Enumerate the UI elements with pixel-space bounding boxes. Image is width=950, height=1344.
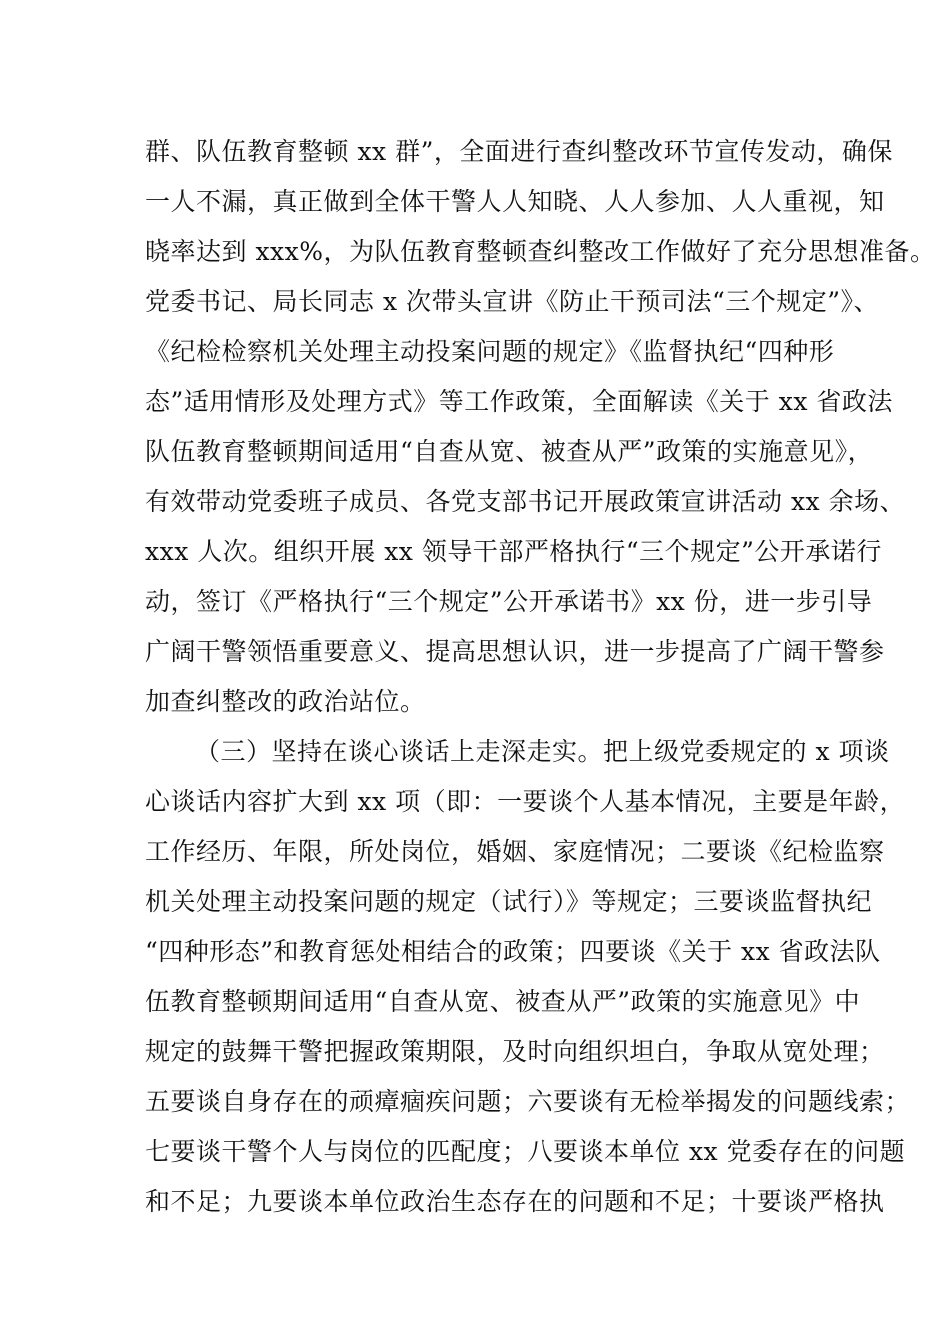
text-line: “四种形态”和教育惩处相结合的政策；四要谈《关于 xx 省政法队 (145, 937, 881, 966)
section-heading-line: （三）坚持在谈心谈话上走深走实。把上级党委规定的 x 项谈 (195, 737, 890, 766)
text-line: 一人不漏，真正做到全体干警人人知晓、人人参加、人人重视，知 (145, 187, 885, 216)
text-line: 党委书记、局长同志 x 次带头宣讲《防止干预司法“三个规定”》、 (145, 287, 880, 316)
text-line: 动，签订《严格执行“三个规定”公开承诺书》xx 份，进一步引导 (145, 587, 873, 616)
text-line: 队伍教育整顿期间适用“自查从宽、被查从严”政策的实施意见》， (145, 437, 874, 466)
text-line: xxx 人次。组织开展 xx 领导干部严格执行“三个规定”公开承诺行 (145, 537, 882, 566)
text-line: 和不足；九要谈本单位政治生态存在的问题和不足；十要谈严格执 (145, 1187, 885, 1216)
text-line: 加查纠整改的政治站位。 (145, 687, 426, 716)
text-line: 七要谈干警个人与岗位的匹配度；八要谈本单位 xx 党委存在的问题 (145, 1137, 906, 1166)
text-line: 五要谈自身存在的顽瘴痼疾问题；六要谈有无检举揭发的问题线索； (145, 1087, 911, 1116)
text-line: 群、队伍教育整顿 xx 群”，全面进行查纠整改环节宣传发动，确保 (145, 137, 893, 166)
text-line: 机关处理主动投案问题的规定（试行）》等规定；三要谈监督执纪 (145, 887, 873, 916)
text-line: 晓率达到 xxx%，为队伍教育整顿查纠整改工作做好了充分思想准备。 (145, 237, 936, 266)
text-line: 《纪检检察机关处理主动投案问题的规定》《监督执纪“四种形 (145, 337, 835, 366)
text-line: 广阔干警领悟重要意义、提高思想认识，进一步提高了广阔干警参 (145, 637, 885, 666)
text-line: 工作经历、年限，所处岗位，婚姻、家庭情况；二要谈《纪检监察 (145, 837, 885, 866)
text-line: 心谈话内容扩大到 xx 项（即：一要谈个人基本情况，主要是年龄， (145, 787, 906, 816)
text-line: 伍教育整顿期间适用“自查从宽、被查从严”政策的实施意见》中 (145, 987, 861, 1016)
text-line: 规定的鼓舞干警把握政策期限，及时向组织坦白，争取从宽处理； (145, 1037, 885, 1066)
text-line: 有效带动党委班子成员、各党支部书记开展政策宣讲活动 xx 余场、 (145, 487, 906, 516)
text-line: 态”适用情形及处理方式》等工作政策，全面解读《关于 xx 省政法 (145, 387, 893, 416)
document-body (145, 127, 936, 1227)
